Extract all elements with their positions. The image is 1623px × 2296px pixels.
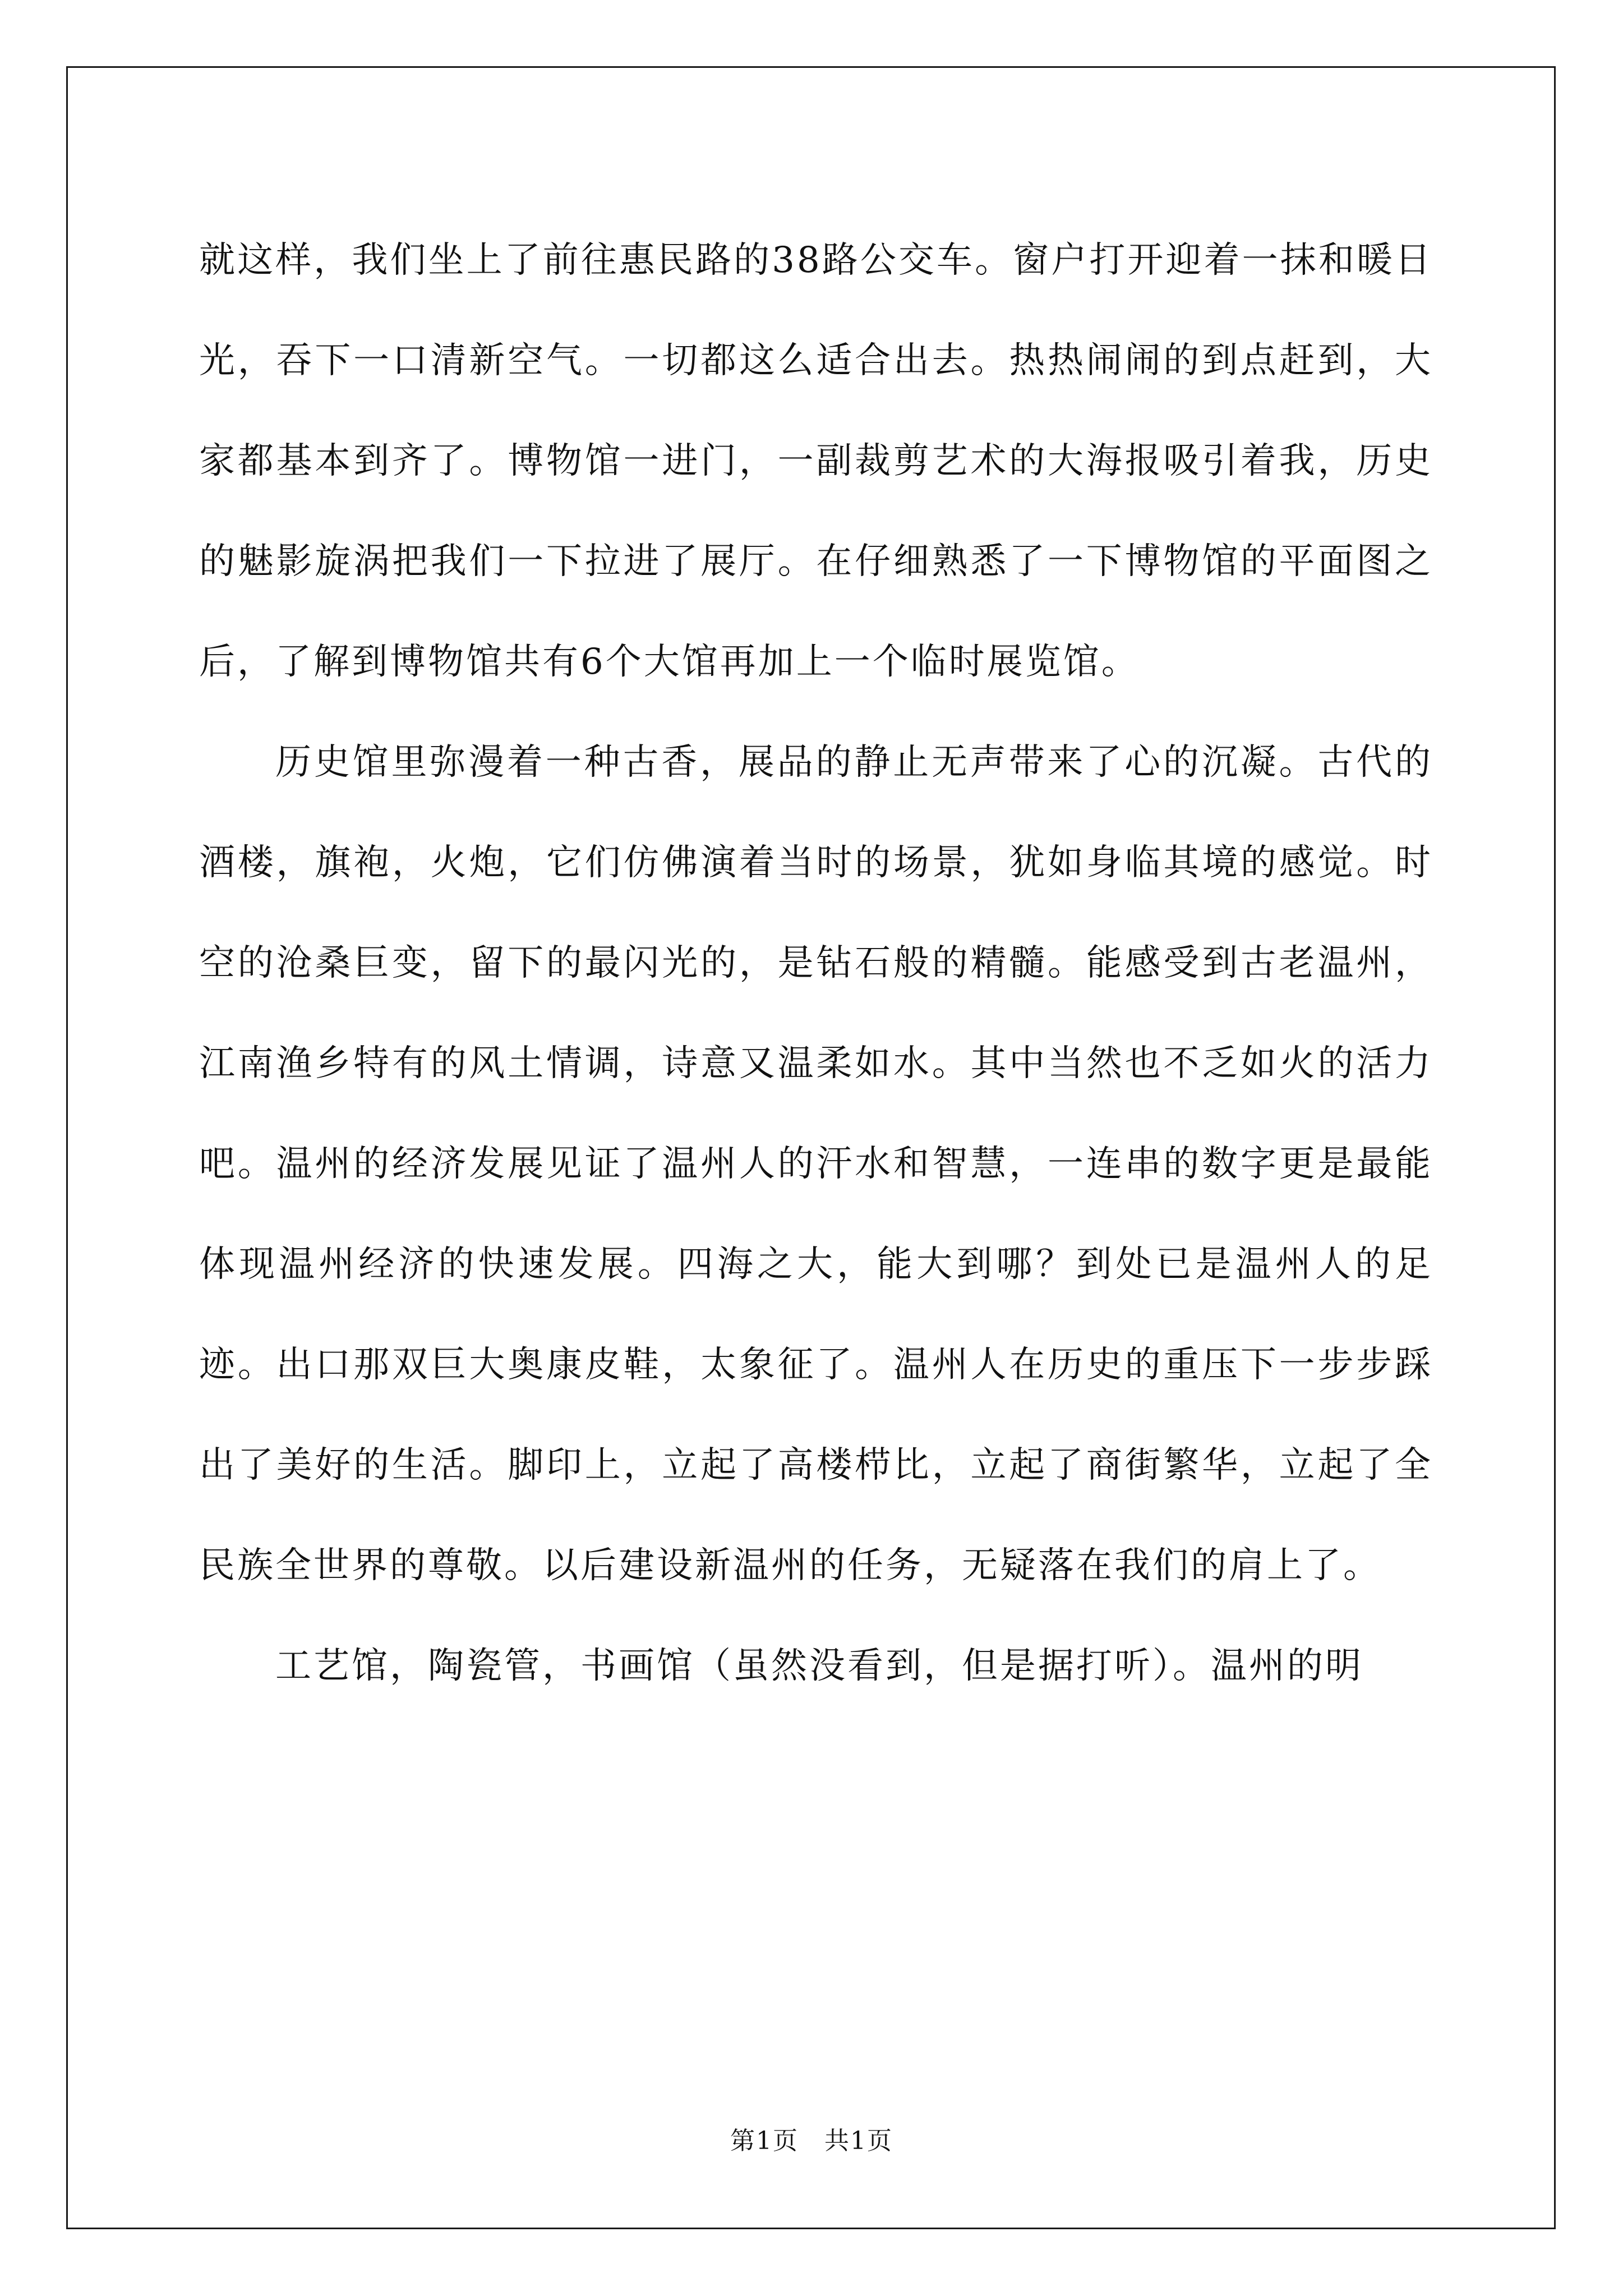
paragraph-3: 工艺馆，陶瓷管，书画馆（虽然没看到，但是据打听）。温州的明 [275,1645,1363,1687]
page-number: 第1页 [730,2127,799,2155]
paragraph-2: 历史馆里弥漫着一种古香，展品的静止无声带来了心的沉凝。古代的酒楼，旗袍，火炮，它们仿佛演着当时的场景，犹如身临其境的感觉。时空的沧桑巨变，留下的最闪光的，是钻石般的精髓。能感受到古老温州，江南渔乡特有的风土情调，诗意又温柔如水。其中当然也不乏如火的活力吧。温州的经济发展见证了温州人的汗水和智慧，一连串的数字更是最能体现温州经济的快速发展。四海之大，能大到哪？到处已是温州人的足迹。出口那双巨大奥康皮鞋，太象征了。温州人在历史的重压下一步步踩出了美好的生活。脚印上，立起了高楼栉比，立起了商街繁华，立起了全民族全世界的尊敬。以后建设新温州的任务，无疑落在我们的肩上了。 [199,742,1433,1586]
document-body [199,210,1433,1717]
paragraph-1: 就这样，我们坐上了前往惠民路的38路公交车。窗户打开迎着一抹和暖日光，吞下一口清新空气。一切都这么适合出去。热热闹闹的到点赶到，大家都基本到齐了。博物馆一进门，一副裁剪艺术的大海报吸引着我，历史的魅影旋涡把我们一下拉进了展厅。在仔细熟悉了一下博物馆的平面图之后，了解到博物馆共有6个大馆再加上一个临时展览馆。 [199,240,1433,683]
page-total: 共1页 [824,2127,893,2155]
page-footer [0,2120,1623,2156]
